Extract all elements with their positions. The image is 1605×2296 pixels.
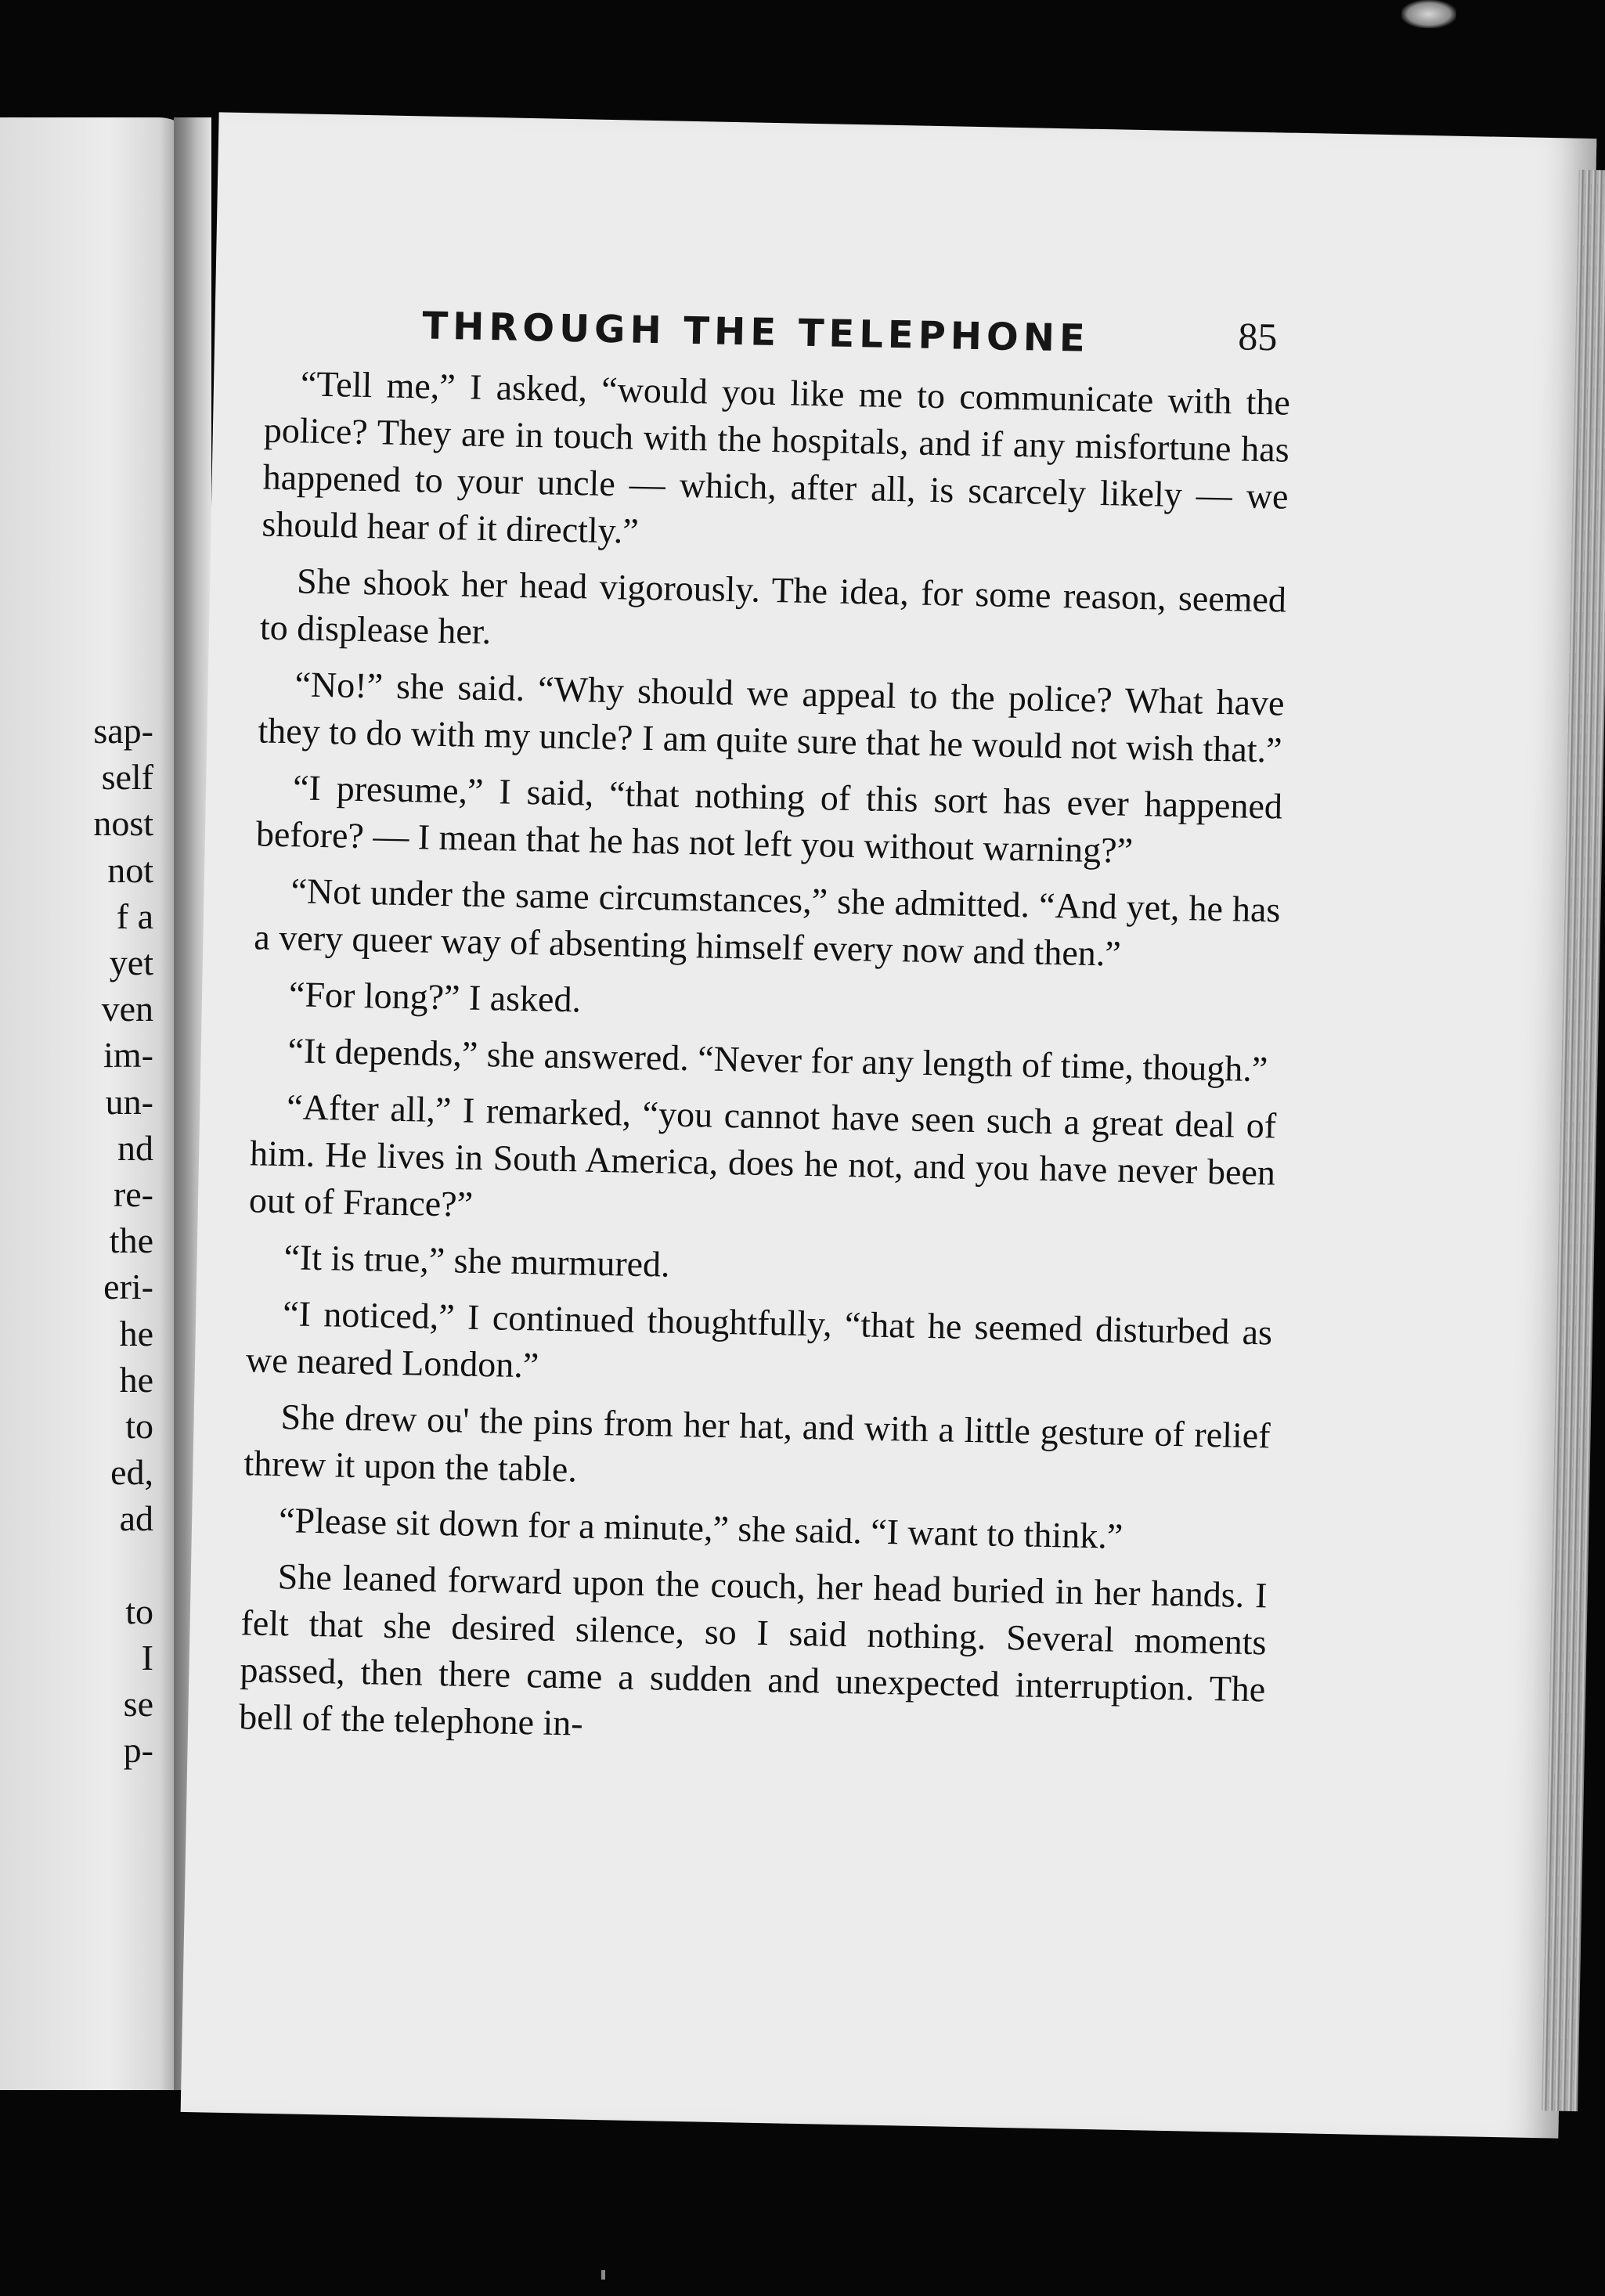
running-head: THROUGH THE TELEPHONE (421, 304, 1091, 361)
fragment-line: nost (93, 803, 153, 844)
paragraph: “It depends,” she answered. “Never for any length of time, though.” (287, 1030, 1268, 1090)
fragment-line (93, 1542, 153, 1588)
paragraph: She drew ou' the pins from her hat, and with a little gesture of relief threw it upon the table. (243, 1397, 1271, 1490)
fragment-line: he (119, 1359, 153, 1400)
fragment-line: to (125, 1406, 153, 1447)
paragraph: “No!” she said. “Why should we appeal to the police? What have they to do with my uncle? I am quite sure that he would not wish that.” (258, 664, 1285, 770)
paragraph: “After all,” I remarked, “you cannot have seen such a great deal of him. He lives in South America, does he not, and you have never been out of France?” (248, 1087, 1277, 1224)
fragment-line: p- (123, 1730, 153, 1771)
fragment-line: ad (119, 1498, 153, 1539)
paragraph: “For long?” I asked. (288, 974, 582, 1020)
paragraph: “I presume,” I said, “that nothing of this sort has ever happened before? — I mean that he has not left you without warning?” (255, 767, 1283, 870)
fragment-line: nd (117, 1127, 153, 1168)
fragment-line: re- (113, 1174, 153, 1215)
fragment-line: yet (109, 943, 153, 983)
paragraph: She shook her head vigorously. The idea, for some reason, seemed to displease her. (259, 560, 1287, 652)
fragment-line: to (125, 1591, 153, 1631)
paragraph: “It is true,” she murmured. (283, 1237, 671, 1285)
book-page (181, 112, 1597, 2138)
paragraph: “Please sit down for a minute,” she said. “I want to think.” (278, 1500, 1124, 1556)
page-text (239, 360, 1291, 1770)
fragment-line: un- (105, 1081, 153, 1122)
paragraph: She leaned forward upon the couch, her head buried in her hands. I felt that she desired silence, so I said nothing. Several moments passed, then there came a sudden and unexpected interruption. The bell of the telephone in- (238, 1556, 1268, 1743)
page-number: 85 (1237, 314, 1278, 359)
paragraph: “I noticed,” I continued thoughtfully, “that he seemed disturbed as we neared London.” (245, 1293, 1273, 1386)
fragment-line: he (119, 1313, 153, 1353)
paragraph: “Tell me,” I asked, “would you like me to communicate with the police? They are in touch with the hospitals, and if any misfortune has happened to your uncle — which, after all, is scarcely likely — we should hear of it directly.” (261, 363, 1291, 551)
previous-page-edge (0, 117, 182, 2090)
fragment-line: eri- (103, 1267, 153, 1307)
fragment-line: im- (103, 1035, 153, 1076)
fragment-line: se (123, 1684, 153, 1725)
page-edges (1542, 170, 1605, 2111)
fragment-line: not (107, 849, 153, 890)
previous-page-text-fragments (93, 708, 153, 1774)
fragment-line: sap- (93, 711, 153, 751)
fragment-line: f a (116, 896, 153, 936)
fragment-line: ven (101, 989, 153, 1029)
fragment-line: self (101, 757, 153, 798)
scan-mark (601, 2270, 605, 2280)
fragment-line: I (141, 1638, 153, 1678)
scan-smudge (1401, 0, 1456, 28)
fragment-line: the (109, 1220, 153, 1261)
fragment-line: ed, (110, 1452, 153, 1493)
paragraph: “Not under the same circumstances,” she admitted. “And yet, he has a very queer way of absenting himself every now and then.” (253, 870, 1281, 974)
